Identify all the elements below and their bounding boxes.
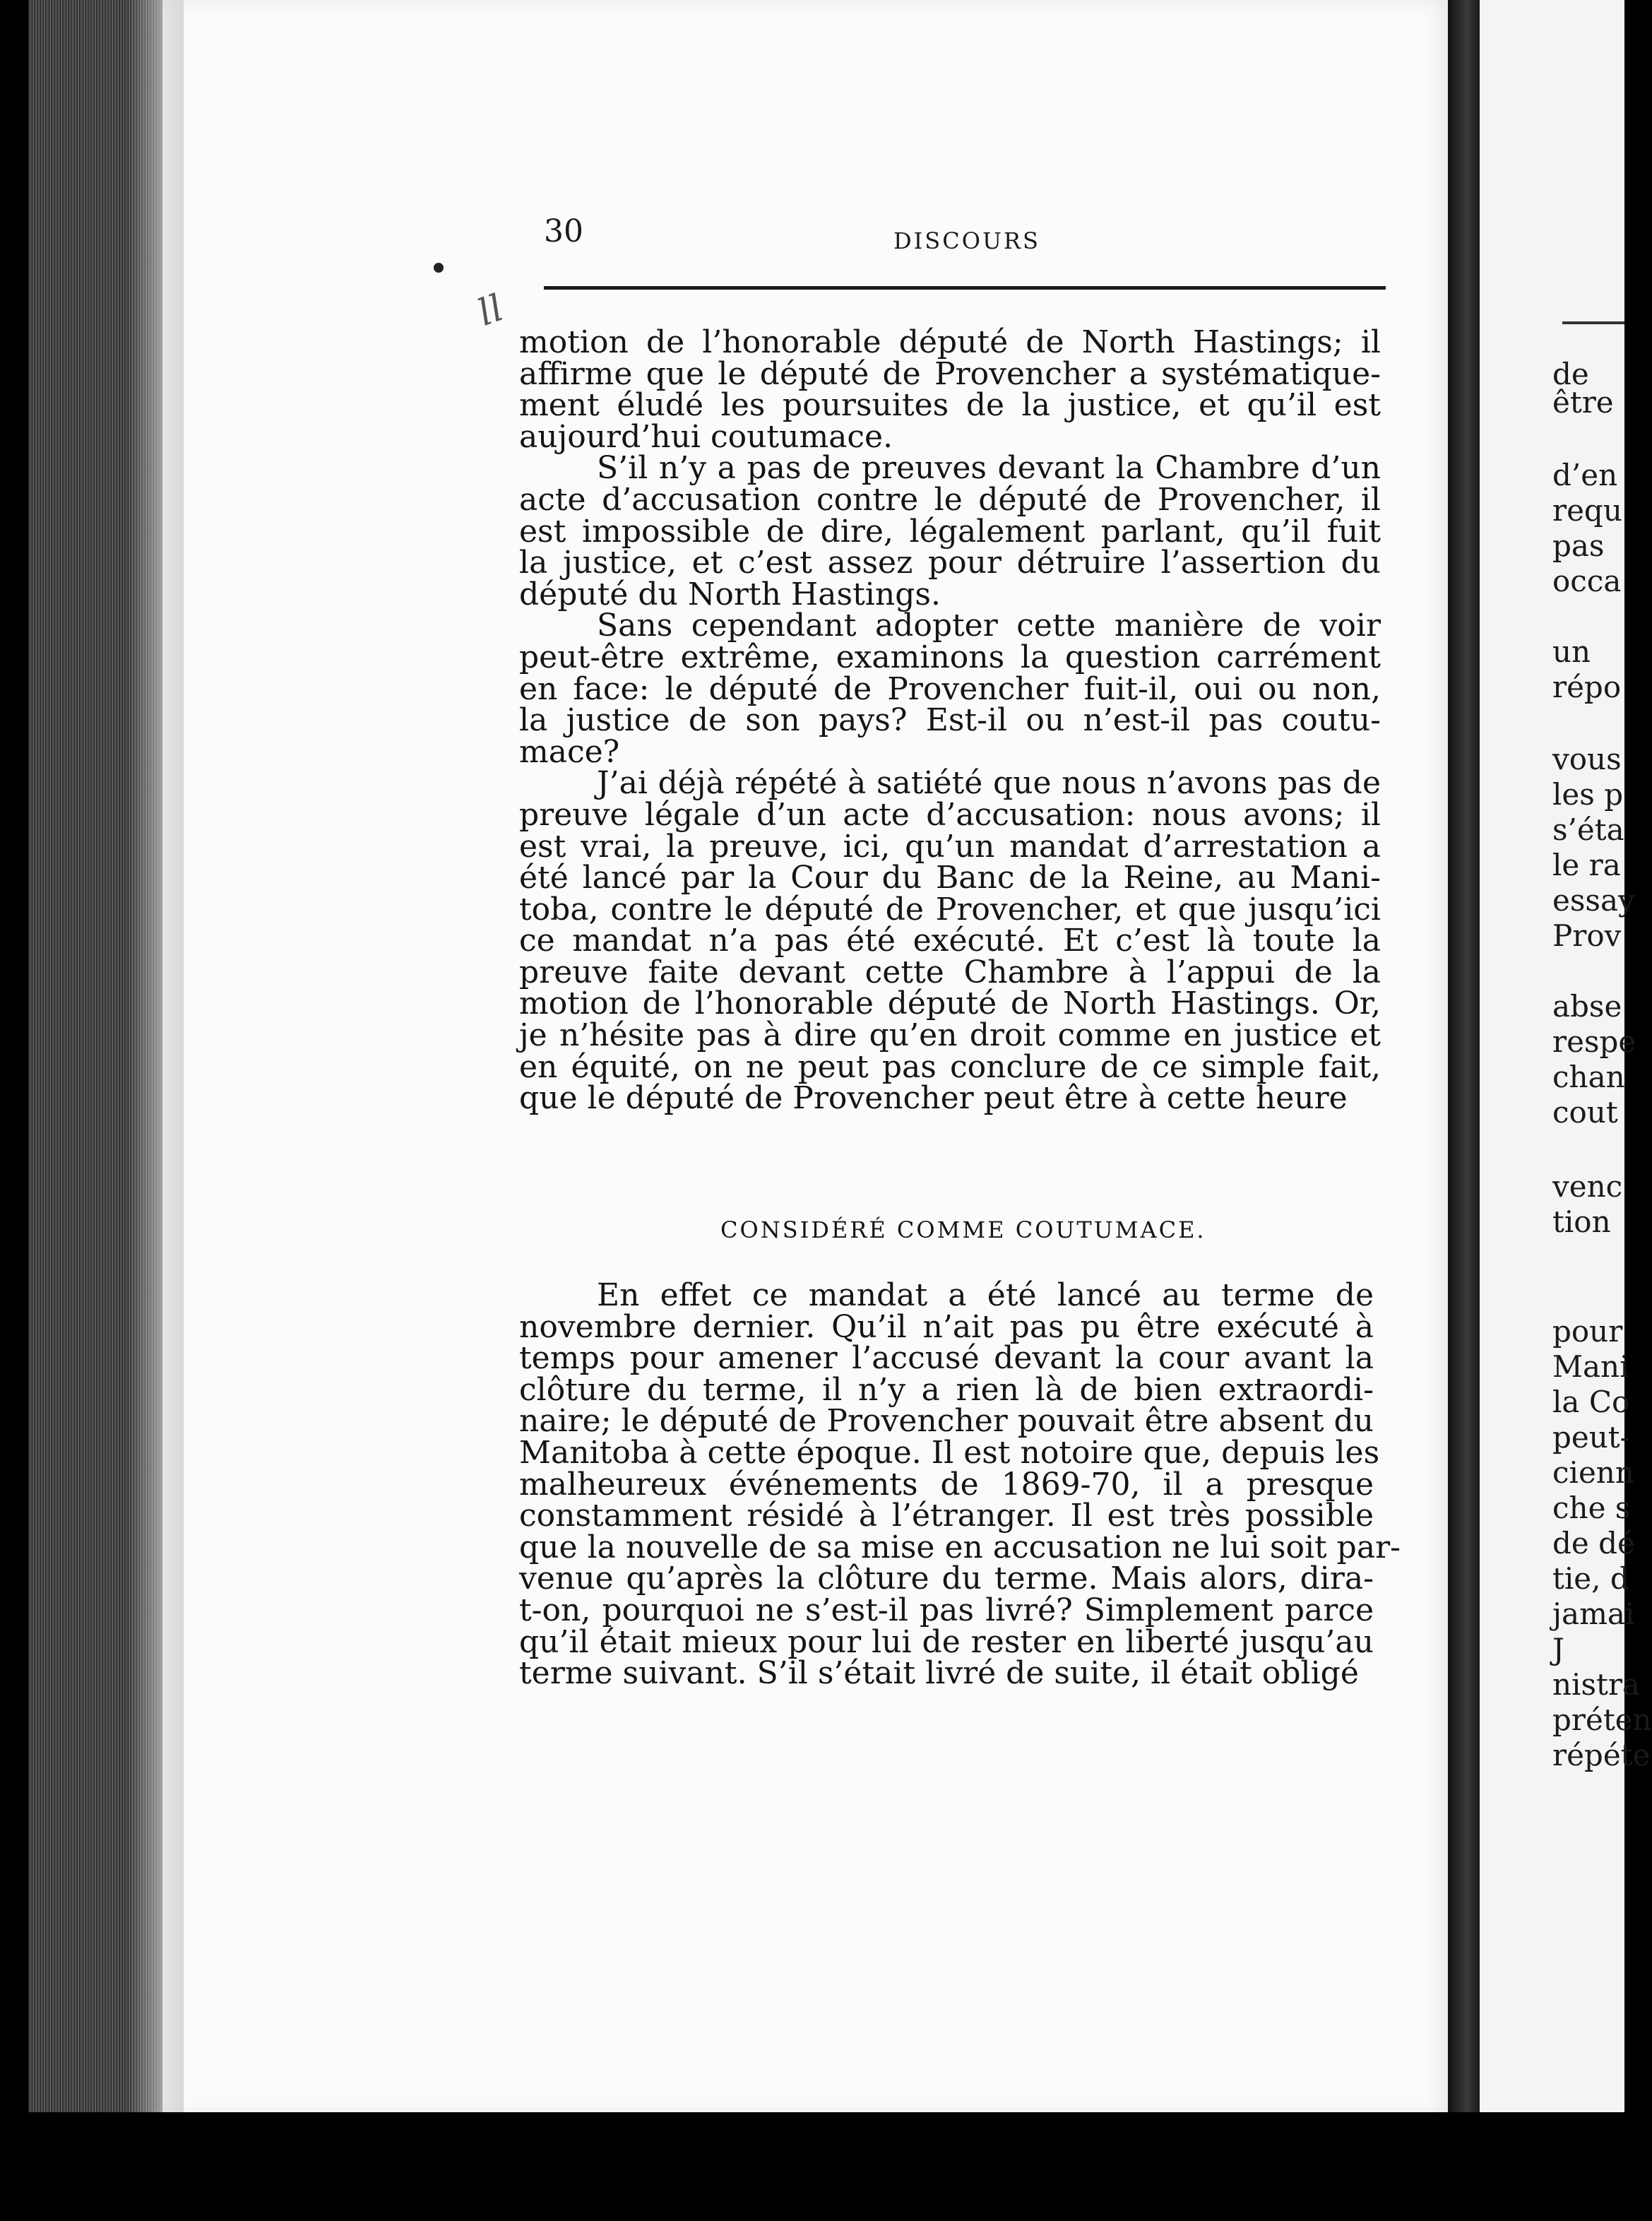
right-page-fragment: Mani	[1552, 1349, 1629, 1384]
right-page-fragment: cienn	[1552, 1455, 1634, 1490]
right-page-fragment: che s	[1552, 1491, 1631, 1525]
text-line: Sans cependant adopter cette manière de voir	[597, 608, 1381, 644]
right-page-fragment: préten	[1552, 1702, 1652, 1737]
book-spine	[1448, 0, 1480, 2133]
right-page-fragment: peut-	[1552, 1420, 1630, 1455]
ink-dot	[434, 263, 444, 273]
right-page-fragment: cout	[1552, 1095, 1618, 1130]
right-page-fragment: abse	[1552, 989, 1622, 1024]
right-page-fragment: s’éta	[1552, 812, 1624, 847]
text-line: la justice de son pays? Est-il ou n’est-il pas coutu-	[519, 702, 1381, 739]
section-subheading: CONSIDÉRÉ COMME COUTUMACE.	[720, 1216, 1206, 1243]
text-line: je n’hésite pas à dire qu’en droit comme en justice et	[519, 1017, 1381, 1054]
text-line: S’il n’y a pas de preuves devant la Chambre d’un	[597, 450, 1381, 487]
body-text-upper	[519, 324, 1381, 1117]
right-page-fragment: tion	[1552, 1204, 1611, 1239]
text-line: qu’il était mieux pour lui de rester en liberté jusqu’au	[519, 1623, 1374, 1660]
margin-annotation: ll	[472, 287, 509, 335]
right-page-fragment: respe	[1552, 1024, 1636, 1059]
text-line: acte d’accusation contre le député de Provencher, il	[519, 481, 1381, 518]
text-line: été lancé par la Cour du Banc de la Reine, au Mani-	[519, 860, 1381, 896]
text-line: malheureux événements de 1869-70, il a presque	[519, 1466, 1374, 1503]
text-line: la justice, et c’est assez pour détruire l’assertion du	[519, 545, 1381, 581]
text-line: J’ai déjà répété à satiété que nous n’avons pas de	[597, 765, 1381, 802]
right-page-fragment: de dé	[1552, 1526, 1635, 1560]
right-page-fragment: nistra	[1552, 1667, 1641, 1702]
text-line: affirme que le député de Provencher a systématique-	[519, 355, 1381, 392]
text-line: clôture du terme, il n’y a rien là de bien extraordi-	[519, 1371, 1374, 1408]
scan-border	[0, 2112, 1624, 2221]
right-page-fragment: pas	[1552, 528, 1605, 563]
text-line: novembre dernier. Qu’il n’ait pas pu être exécuté à	[519, 1308, 1374, 1345]
text-line: peut-être extrême, examinons la question carrément	[519, 639, 1381, 675]
right-page-fragment: Prov	[1552, 918, 1622, 953]
right-page-fragment: J	[1552, 1632, 1564, 1666]
right-page-fragment: occa	[1552, 564, 1622, 598]
page-number: 30	[544, 213, 583, 249]
right-page-fragment: répéte	[1552, 1738, 1651, 1772]
right-page-fragment: vous	[1552, 742, 1622, 776]
right-page-fragment: jamai	[1552, 1597, 1635, 1631]
text-line: venue qu’après la clôture du terme. Mais alors, dira-	[519, 1560, 1374, 1597]
header-rule	[544, 286, 1386, 290]
text-line: naire; le député de Provencher pouvait être absent du	[519, 1403, 1374, 1440]
right-page-fragment: de	[1552, 357, 1589, 391]
right-page-fragment: un	[1552, 634, 1591, 669]
right-page-fragment: tie, d	[1552, 1561, 1629, 1596]
text-line: motion de l’honorable député de North Hastings. Or,	[519, 985, 1381, 1022]
right-page-fragment: le ra	[1552, 848, 1621, 882]
right-page-fragment: être	[1552, 385, 1614, 420]
right-page-fragment: répo	[1552, 670, 1622, 704]
right-page-fragment: requ	[1552, 493, 1622, 528]
text-line: en face: le député de Provencher fuit-il, oui ou non,	[519, 670, 1381, 707]
right-page-fragment: la Co	[1552, 1385, 1630, 1419]
text-line: aujourd’hui coutumace.	[519, 418, 893, 455]
text-line: toba, contre le député de Provencher, et que jusqu’ici	[519, 891, 1381, 928]
text-line: est impossible de dire, légalement parlant, qu’il fuit	[519, 513, 1381, 550]
right-page-fragment: chan	[1552, 1060, 1625, 1094]
page-edges-fade	[127, 0, 184, 2119]
text-line: preuve légale d’un acte d’accusation: nous avons; il	[519, 796, 1381, 833]
text-line: constamment résidé à l’étranger. Il est très possible	[519, 1498, 1374, 1534]
text-line: ce mandat n’a pas été exécuté. Et c’est là toute la	[519, 923, 1381, 959]
text-line: terme suivant. S’il s’était livré de suite, il était obligé	[519, 1655, 1359, 1692]
text-line: est vrai, la preuve, ici, qu’un mandat d’arrestation a	[519, 828, 1381, 865]
text-line: Manitoba à cette époque. Il est notoire que, depuis les	[519, 1434, 1380, 1471]
text-line: temps pour amener l’accusé devant la cour avant la	[519, 1340, 1374, 1377]
right-page-fragment: venc	[1552, 1169, 1623, 1204]
body-text-lower	[519, 1277, 1401, 1692]
right-page-fragment: d’en	[1552, 458, 1618, 492]
text-line: ment éludé les poursuites de la justice, et qu’il est	[519, 387, 1381, 424]
right-page-text-fragments	[1552, 0, 1652, 2119]
text-line: que le député de Provencher peut être à cette heure	[519, 1080, 1348, 1117]
text-line: que la nouvelle de sa mise en accusation ne lui soit par-	[519, 1529, 1401, 1565]
running-head: DISCOURS	[893, 227, 1040, 254]
right-page-fragment: pour	[1552, 1314, 1623, 1349]
text-line: mace?	[519, 733, 620, 770]
text-line: en équité, on ne peut pas conclure de ce simple fait,	[519, 1048, 1381, 1085]
text-line: motion de l’honorable député de North Hastings; il	[519, 324, 1381, 360]
text-line: preuve faite devant cette Chambre à l’appui de la	[519, 954, 1381, 990]
right-page-fragment: les p	[1552, 777, 1624, 812]
right-page-fragment: essay	[1552, 883, 1635, 918]
text-line: député du North Hastings.	[519, 576, 941, 612]
text-line: t-on, pourquoi ne s’est-il pas livré? Simplement parce	[519, 1592, 1374, 1628]
text-line: En effet ce mandat a été lancé au terme de	[597, 1277, 1374, 1313]
